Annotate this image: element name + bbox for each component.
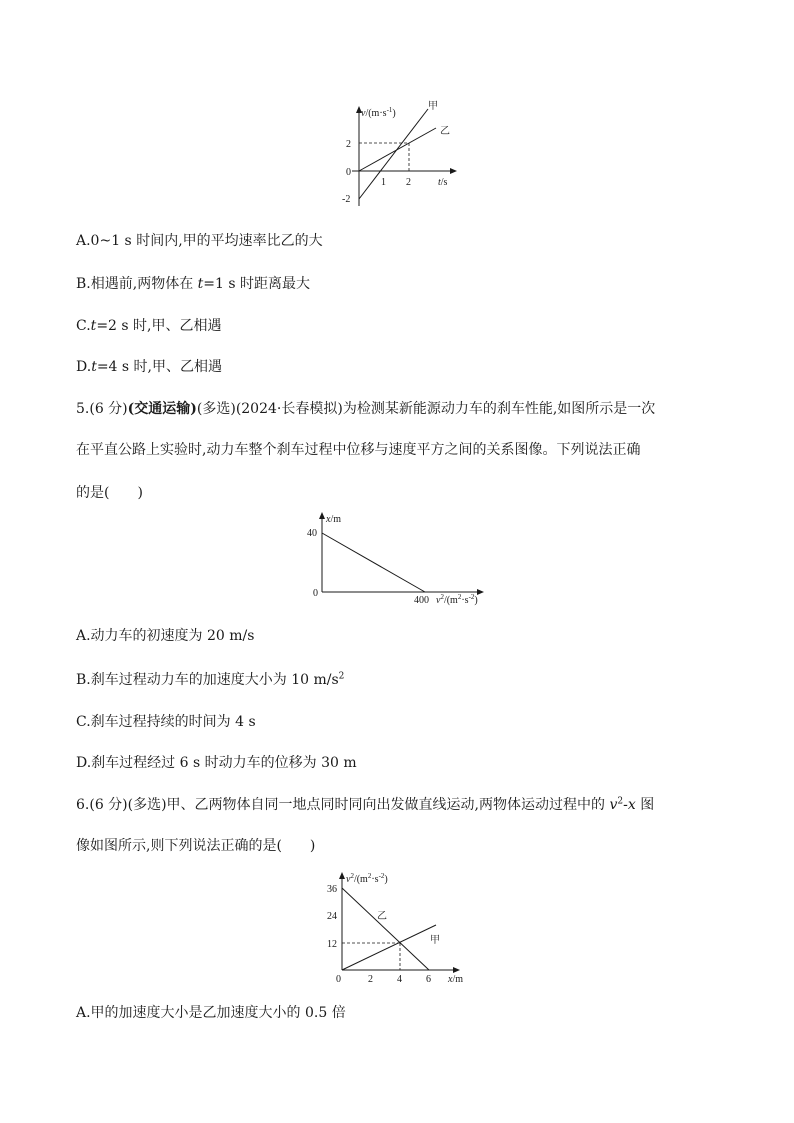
y-tick-36: 36 (327, 884, 337, 895)
line-label-jia: 甲 (430, 935, 440, 946)
x-tick-2: 2 (406, 177, 411, 188)
q5-option-c: C.刹车过程持续的时间为 4 s (76, 714, 256, 730)
y-tick-2: 2 (346, 139, 351, 150)
y-tick-24: 24 (327, 911, 337, 922)
q4-option-b: B.相遇前,两物体在 t=1 s 时距离最大 (76, 276, 311, 292)
q5-stem-line1: 5.(6 分)(交通运输)(多选)(2024·长春模拟)为检测某新能源动力车的刹车性能,如图所示是一次 (76, 401, 656, 417)
x-tick-6: 6 (426, 974, 431, 985)
y-axis-label: $v^2/(m^2\cdot s^{-2})$ (346, 872, 388, 885)
q4-option-d: D.t=4 s 时,甲、乙相遇 (76, 359, 223, 375)
q6-option-a: A.甲的加速度大小是乙加速度大小的 0.5 倍 (76, 1005, 346, 1021)
q6-stem-line2: 像如图所示,则下列说法正确的是( ) (76, 838, 316, 854)
q5-number: 5.(6 分) (76, 401, 128, 417)
x-tick-0: 0 (336, 974, 341, 985)
q5-stem-line2: 在平直公路上实验时,动力车整个刹车过程中位移与速度平方之间的关系图像。下列说法正确 (76, 442, 641, 458)
q5-option-d: D.刹车过程经过 6 s 时动力车的位移为 30 m (76, 755, 357, 771)
y-axis-arrow (339, 872, 345, 879)
q5-stem-line3: 的是( ) (76, 485, 143, 501)
y-axis-label: $v/(m\cdot s^{-1})$ (361, 106, 396, 119)
vt-graph (330, 96, 460, 211)
v2-x-graph (322, 866, 482, 986)
y-axis-arrow (319, 512, 325, 519)
q4-option-c: C.t=2 s 时,甲、乙相遇 (76, 318, 222, 334)
origin-label: 0 (313, 588, 318, 599)
q5-tag: (交通运输) (127, 401, 197, 417)
x-axis-label: x/m (448, 974, 464, 985)
line-jia (359, 109, 428, 199)
x-axis-arrow (450, 168, 457, 174)
x-v2-graph (300, 508, 500, 608)
y-tick-0: 0 (346, 167, 351, 178)
q5-option-b: B.刹车过程动力车的加速度大小为 10 $m/s^2$ (76, 671, 345, 688)
line-yi (359, 128, 436, 171)
x-tick-400: 400 (414, 595, 429, 606)
data-line (322, 533, 425, 592)
line-yi (342, 888, 429, 970)
x-tick-4: 4 (397, 974, 402, 985)
y-axis-label: x/m (326, 514, 342, 525)
x-axis-arrow (453, 967, 460, 973)
x-tick-2: 2 (368, 974, 373, 985)
q6-stem-line1: 6.(6 分)(多选)甲、乙两物体自同一地点同时同向出发做直线运动,两物体运动过程中的 $v^2-x$ 图 (76, 796, 655, 813)
x-tick-1: 1 (381, 177, 386, 188)
line-label-yi: 乙 (440, 126, 450, 137)
x-axis-label: $v^2/(m^2\cdot s^{-2})$ (436, 593, 478, 606)
line-label-yi: 乙 (377, 911, 387, 922)
y-tick-12: 12 (327, 939, 337, 950)
x-axis-arrow (477, 589, 484, 595)
x-axis-label: t/s (438, 177, 448, 188)
y-tick-40: 40 (307, 528, 317, 539)
line-label-jia: 甲 (428, 101, 438, 112)
y-tick-neg2: -2 (342, 194, 351, 205)
q4-option-a: A.0~1 s 时间内,甲的平均速率比乙的大 (76, 233, 323, 249)
q5-option-a: A.动力车的初速度为 20 m/s (76, 628, 255, 644)
